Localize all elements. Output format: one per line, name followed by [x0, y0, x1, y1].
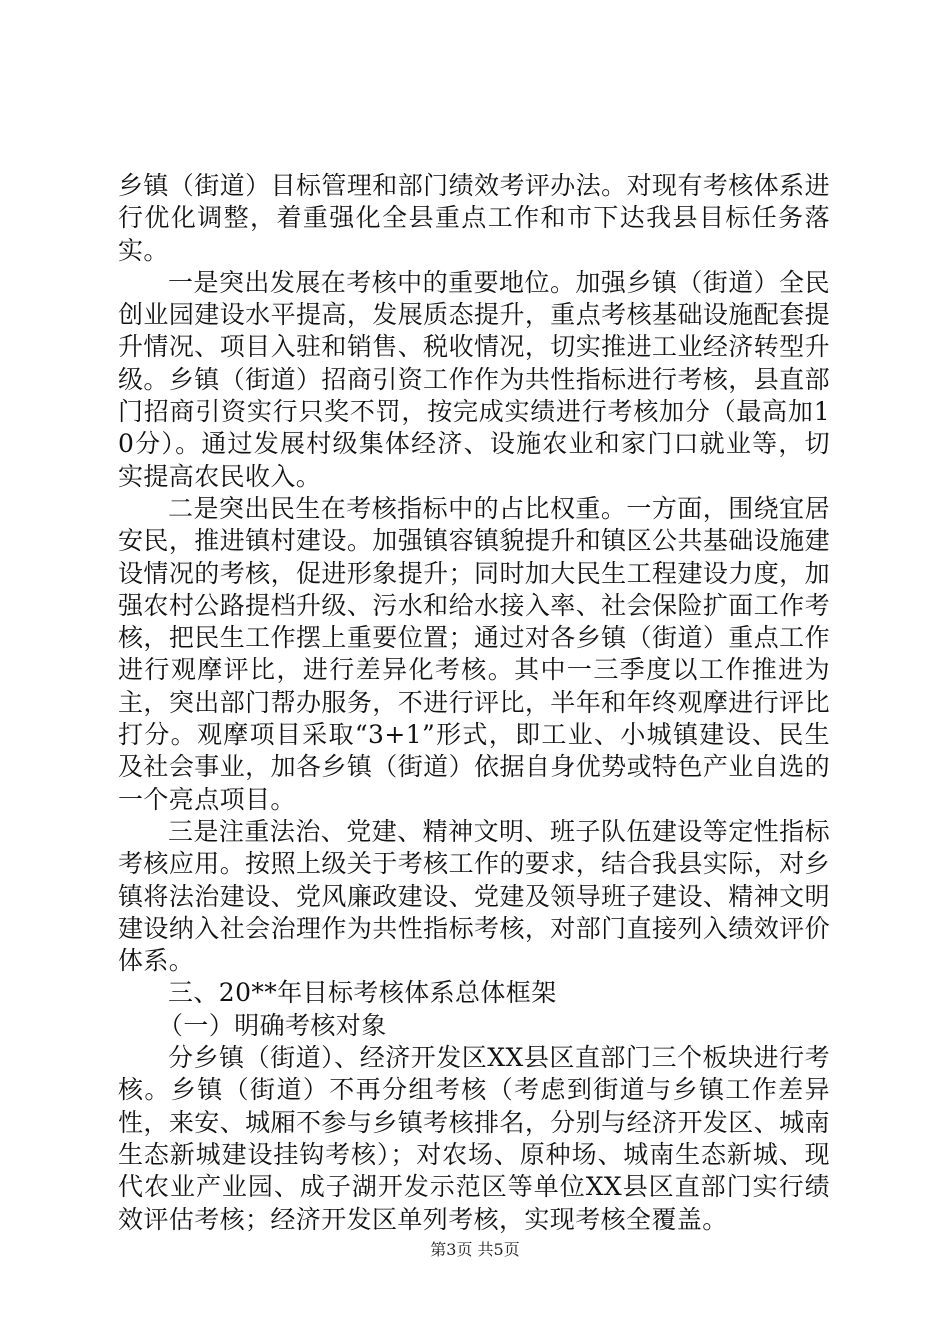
- sub-heading: （一）明确考核对象: [158, 1010, 387, 1040]
- page-footer: 第3页 共5页: [430, 1240, 520, 1259]
- paragraph-point-one: 一是突出发展在考核中的重要地位。加强乡镇（街道）全民创业园建设水平提高，发展质态提升，重点考核基础设施配套提升情况、项目入驻和销售、税收情况，切实推进工业经济转型升级。乡镇（街道）招商引资工作作为共性指标进行考核，县直部门招商引资实行只奖不罚，按完成实绩进行考核加分（最高加10分）。通过发展村级集体经济、设施农业和家门口就业等，切实提高农民收入。: [118, 267, 830, 491]
- paragraph-point-three: 三是注重法治、党建、精神文明、班子队伍建设等定性指标考核应用。按照上级关于考核工作的要求，结合我县实际，对乡镇将法治建设、党风廉政建设、党建及领导班子建设、精神文明建设纳入社会治理作为共性指标考核，对部门直接列入绩效评价体系。: [118, 816, 830, 976]
- paragraph-intro: 乡镇（街道）目标管理和部门绩效考评办法。对现有考核体系进行优化调整，着重强化全县重点工作和市下达我县目标任务落实。: [118, 171, 830, 265]
- document-body: [118, 170, 830, 1236]
- section-heading: 三、20**年目标考核体系总体框架: [168, 978, 557, 1008]
- paragraph-assessment-targets: 分乡镇（街道）、经济开发区XX县区直部门三个板块进行考核。乡镇（街道）不再分组考核（考虑到街道与乡镇工作差异性，来安、城厢不参与乡镇考核排名，分别与经济开发区、城南生态新城建设挂钩考核）；对农场、原种场、城南生态新城、现代农业产业园、成子湖开发示范区等单位XX县区直部门实行绩效评估考核；经济开发区单列考核，实现考核全覆盖。: [118, 1043, 830, 1234]
- paragraph-point-two: 二是突出民生在考核指标中的占比权重。一方面，围绕宜居安民，推进镇村建设。加强镇容镇貌提升和镇区公共基础设施建设情况的考核，促进形象提升；同时加大民生工程建设力度，加强农村公路提档升级、污水和给水接入率、社会保险扩面工作考核，把民生工作摆上重要位置；通过对各乡镇（街道）重点工作进行观摩评比，进行差异化考核。其中一三季度以工作推进为主，突出部门帮办服务，不进行评比，半年和年终观摩进行评比打分。观摩项目采取“3+1”形式，即工业、小城镇建设、民生及社会事业，加各乡镇（街道）依据自身优势或特色产业自选的一个亮点项目。: [118, 493, 830, 814]
